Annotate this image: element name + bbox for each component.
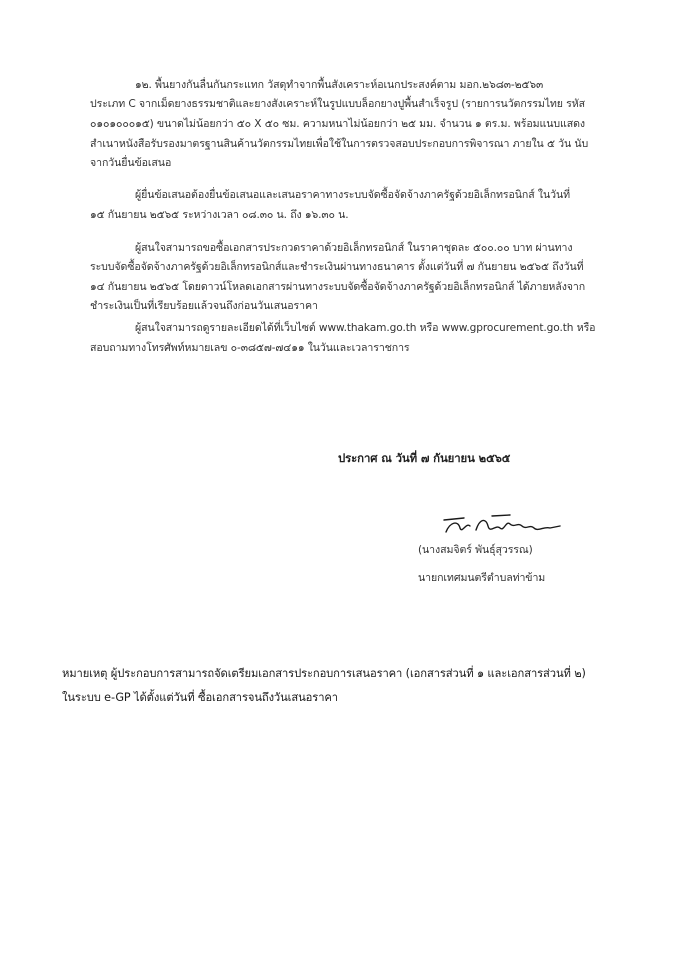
submission-line2: ๑๕ กันยายน ๒๕๖๕ ระหว่างเวลา ๐๘.๓๐ น. ถึง ๑๖.๓๐ น. <box>90 209 349 221</box>
announcement-date: ประกาศ ณ วันที่ ๗ กันยายน ๒๕๖๕ <box>338 451 511 465</box>
submission-line1: ผู้ยื่นข้อเสนอต้องยื่นข้อเสนอและเสนอราคาทางระบบจัดซื้อจัดจ้างภาครัฐด้วยอิเล็กทรอนิกส์ ในวันที่ <box>135 189 570 201</box>
purchase-line4: ชำระเงินเป็นที่เรียบร้อยแล้วจนถึงก่อนวันเสนอราคา <box>90 300 318 312</box>
signer-name: (นางสมจิตร์ พันธุ์สุวรรณ) <box>418 544 533 556</box>
item12-line3: ๐๑๐๑๐๐๐๑๕) ขนาดไม่น้อยกว่า ๕๐ X ๕๐ ซม. ความหนาไม่น้อยกว่า ๒๕ มม. จำนวน ๑ ตร.ม. พร้อมแนบแสดง <box>90 118 585 130</box>
item12-line2: ประเภท C จากเม็ดยางธรรมชาติและยางสังเคราะห์ในรูปแบบล็อกยางปูพื้นสำเร็จรูป (รายการนวัตกรรมไทย รหัส <box>90 98 586 110</box>
contact-line2: สอบถามทางโทรศัพท์หมายเลข ๐-๓๘๕๗-๗๔๑๑ ในวันและเวลาราชการ <box>90 342 410 354</box>
item12-line1: ๑๒. พื้นยางกันลื่นกันกระแทก วัสดุทำจากพื้นสังเคราะห์อเนกประสงค์ตาม มอก.๒๖๘๓-๒๕๖๓ <box>135 79 544 91</box>
remark-line1: หมายเหตุ ผู้ประกอบการสามารถจัดเตรียมเอกสารประกอบการเสนอราคา (เอกสารส่วนที่ ๑ และเอกสารส่วนที่ ๒) <box>62 667 586 680</box>
contact-line1: ผู้สนใจสามารถดูรายละเอียดได้ที่เว็บไซต์ www.thakam.go.th หรือ www.gprocurement.go.th หรือ <box>135 322 596 334</box>
item12-line5: จากวันยื่นข้อเสนอ <box>90 157 172 169</box>
purchase-line1: ผู้สนใจสามารถขอซื้อเอกสารประกวดราคาด้วยอิเล็กทรอนิกส์ ในราคาชุดละ ๕๐๐.๐๐ บาท ผ่านทาง <box>135 242 573 254</box>
purchase-line2: ระบบจัดซื้อจัดจ้างภาครัฐด้วยอิเล็กทรอนิกส์และชำระเงินผ่านทางธนาคาร ตั้งแต่วันที่ ๗ กันยายน ๒๕๖๕ ถึงวันที่ <box>90 261 584 273</box>
signer-title: นายกเทศมนตรีตำบลท่าข้าม <box>418 572 546 584</box>
signature-image <box>440 510 566 540</box>
remark-line2: ในระบบ e-GP ได้ตั้งแต่วันที่ ซื้อเอกสารจนถึงวันเสนอราคา <box>62 691 338 704</box>
purchase-line3: ๑๔ กันยายน ๒๕๖๕ โดยดาวน์โหลดเอกสารผ่านทางระบบจัดซื้อจัดจ้างภาครัฐด้วยอิเล็กทรอนิกส์ ได้ภายหลังจาก <box>90 281 586 293</box>
item12-line4: สำเนาหนังสือรับรองมาตรฐานสินค้านวัตกรรมไทยเพื่อใช้ในการตรวจสอบประกอบการพิจารณา ภายใน ๕ วัน นับ <box>90 138 589 150</box>
